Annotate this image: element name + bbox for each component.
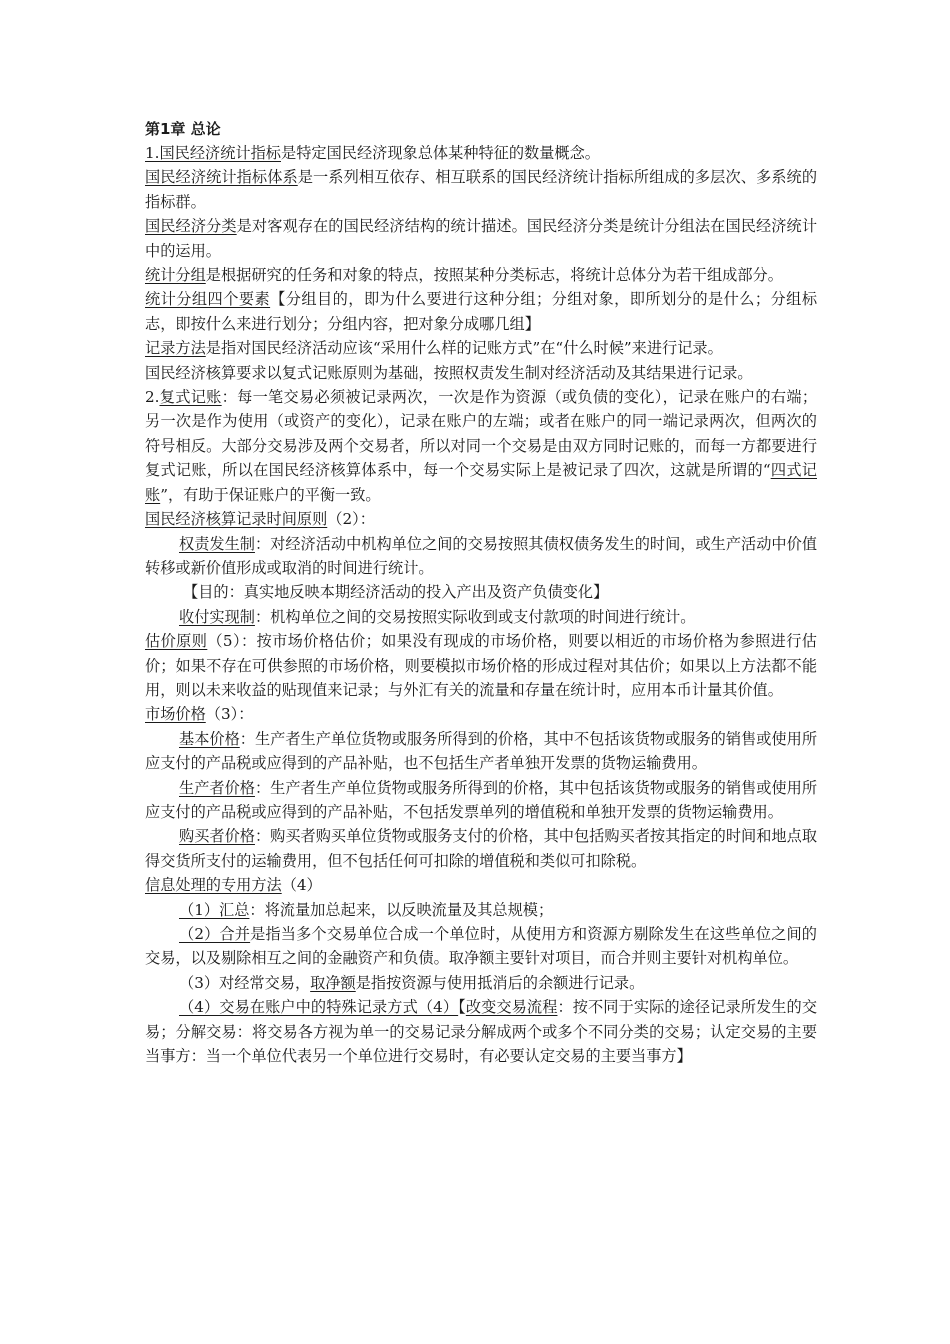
definition-text: 是对客观存在的国民经济结构的统计描述。国民经济分类是统计分组法在国民经济统计中的运用。 xyxy=(145,217,818,260)
paragraph-valuation-principle xyxy=(145,629,817,702)
paragraph-statistical-indicator xyxy=(145,141,817,165)
paragraph-producer-price xyxy=(145,776,817,825)
bracket-open: 【 xyxy=(458,998,466,1017)
term-economic-classification: 国民经济分类 xyxy=(145,217,237,236)
term-netting: 取净额 xyxy=(310,973,356,992)
definition-text: ：按不同于实际的途径记录所发生的交易；分解交易：将交易各方视为单一的交易记录分解成两个或多个不同分类的交易；认定交易的主要当事方：当一个单位代表另一个单位进行交易时，有必要认定交易的主要当事方】 xyxy=(145,998,818,1066)
term-statistical-grouping: 统计分组 xyxy=(145,266,206,285)
term-statistical-indicator: 1.国民经济统计指标 xyxy=(145,144,281,162)
term-producer-price: 生产者价格 xyxy=(179,778,255,797)
paragraph-market-price xyxy=(145,702,817,726)
term-accrual-basis: 权责发生制 xyxy=(179,534,255,553)
definition-text: ：生产者生产单位货物或服务所得到的价格，其中包括该货物或服务的销售或使用所应支付的产品税或应得到的产品补贴，不包括发票单列的增值税和单独开发票的货物运输费用。 xyxy=(145,778,818,821)
definition-text: ：机构单位之间的交易按照实际收到或支付款项的时间进行统计。 xyxy=(254,607,696,626)
paragraph-accounting-requirement xyxy=(145,361,817,385)
paragraph-accrual-purpose xyxy=(145,580,817,604)
term-consolidation: （2）合并 xyxy=(179,925,251,943)
definition-text: ：对经济活动中机构单位之间的交易按照其债权债务发生的时间，或生产活动中价值转移或新价值形成或取消的时间进行统计。 xyxy=(145,534,818,577)
document-page xyxy=(145,117,817,1068)
term-special-recording: （4）交易在账户中的特殊记录方式（4） xyxy=(179,998,459,1017)
paragraph-special-recording xyxy=(145,995,817,1068)
paragraph-netting xyxy=(145,971,817,995)
definition-text: 是根据研究的任务和对象的特点，按照某种分类标志，将统计总体分为若干组成部分。 xyxy=(205,266,783,285)
body-text: （3）： xyxy=(205,705,254,724)
paragraph-indicator-system xyxy=(145,165,817,214)
paragraph-basic-price xyxy=(145,727,817,776)
paragraph-aggregation xyxy=(145,898,817,922)
chapter-title: 第1章 总论 xyxy=(145,120,221,138)
paragraph-statistical-grouping xyxy=(145,263,817,287)
definition-text: ：购买者购买单位货物或服务支付的价格，其中包括购买者按其指定的时间和地点取得交货所支付的运输费用，但不包括任何可扣除的增值税和类似可扣除税。 xyxy=(145,827,818,870)
definition-text: 是一系列相互依存、相互联系的国民经济统计指标所组成的多层次、多系统的指标群。 xyxy=(145,168,818,211)
term-purchaser-price: 购买者价格 xyxy=(179,827,255,846)
body-text: （2）： xyxy=(327,510,375,529)
body-text: （3）对经常交易， xyxy=(179,973,311,992)
term-special-methods: 信息处理的专用方法 xyxy=(145,876,282,895)
definition-text: 是指当多个交易单位合成一个单位时，从使用方和资源方剔除发生在这些单位之间的交易，以及剔除相互之间的金融资产和负债。取净额主要针对项目，而合并则主要针对机构单位。 xyxy=(145,925,817,968)
term-basic-price: 基本价格 xyxy=(179,729,240,748)
definition-text: ：生产者生产单位货物或服务所得到的价格，其中不包括该货物或服务的销售或使用所应支付的产品税或应得到的产品补贴，也不包括生产者单独开发票的货物运输费用。 xyxy=(145,729,818,773)
term-time-principle: 国民经济核算记录时间原则 xyxy=(145,510,328,529)
definition-text: ：将流量加总起来，以反映流量及其总规模； xyxy=(249,900,554,919)
paragraph-purchaser-price xyxy=(145,824,817,873)
paragraph-accrual-basis xyxy=(145,532,817,581)
term-rerouting: 改变交易流程 xyxy=(465,998,558,1017)
term-market-price: 市场价格 xyxy=(145,705,206,724)
term-grouping-elements: 统计分组四个要素 xyxy=(145,290,271,309)
term-quadruple-entry: 四式记账 xyxy=(145,461,817,504)
paragraph-time-principle xyxy=(145,507,817,531)
definition-text: ”，有助于保证账户的平衡一致。 xyxy=(160,485,381,504)
definition-text: （5）：按市场价格估价；如果没有现成的市场价格，则要以相近的市场价格为参照进行估价；如果不存在可供参照的市场价格，则要模拟市场价格的形成过程对其估价；如果以上方法都不能用，则以未来收益的贴现值来记录；与外汇有关的流量和存量在统计时，应用本币计量其价值。 xyxy=(145,632,817,699)
term-valuation-principle: 估价原则 xyxy=(145,632,208,651)
paragraph-economic-classification xyxy=(145,214,817,263)
term-double-entry: 复式记账 xyxy=(159,388,222,407)
definition-text: 是指按资源与使用抵消后的余额进行记录。 xyxy=(355,973,645,992)
paragraph-cash-basis xyxy=(145,605,817,629)
paragraph-double-entry xyxy=(145,385,817,507)
body-text: 国民经济核算要求以复式记账原则为基础，按照权责发生制对经济活动及其结果进行记录。 xyxy=(145,363,753,382)
paragraph-recording-method xyxy=(145,336,817,360)
definition-text: 【分组目的，即为什么要进行这种分组；分组对象，即所划分的是什么；分组标志，即按什么来进行划分；分组内容，把对象分成哪几组】 xyxy=(145,290,818,333)
item-number: 2. xyxy=(145,388,160,407)
paragraph-consolidation xyxy=(145,922,817,971)
body-text: 【目的：真实地反映本期经济活动的投入产出及资产负债变化】 xyxy=(183,583,609,602)
definition-text: 是特定国民经济现象总体某种特征的数量概念。 xyxy=(281,144,600,162)
term-cash-basis: 收付实现制 xyxy=(179,607,255,626)
term-recording-method: 记录方法 xyxy=(145,339,206,358)
definition-text: 是指对国民经济活动应该“采用什么样的记账方式”在“什么时候”来进行记录。 xyxy=(205,339,723,358)
definition-text: ：每一笔交易必须被记录两次，一次是作为资源（或负债的变化），记录在账户的右端；另一次是作为使用（或资产的变化），记录在账户的左端；或者在账户的同一端记录两次，但两次的符号相反。大部分交易涉及两个交易者，所以对同一个交易是由双方同时记账的，而每一方都要进行复式记账，所以在国民经济核算体系中，每一个交易实际上是被记录了四次，这就是所谓的“ xyxy=(145,388,818,480)
term-indicator-system: 国民经济统计指标体系 xyxy=(145,168,298,187)
body-text: （4） xyxy=(281,876,322,895)
paragraph-special-methods xyxy=(145,873,817,897)
paragraph-grouping-elements xyxy=(145,287,817,336)
term-aggregation: （1）汇总 xyxy=(179,900,250,919)
